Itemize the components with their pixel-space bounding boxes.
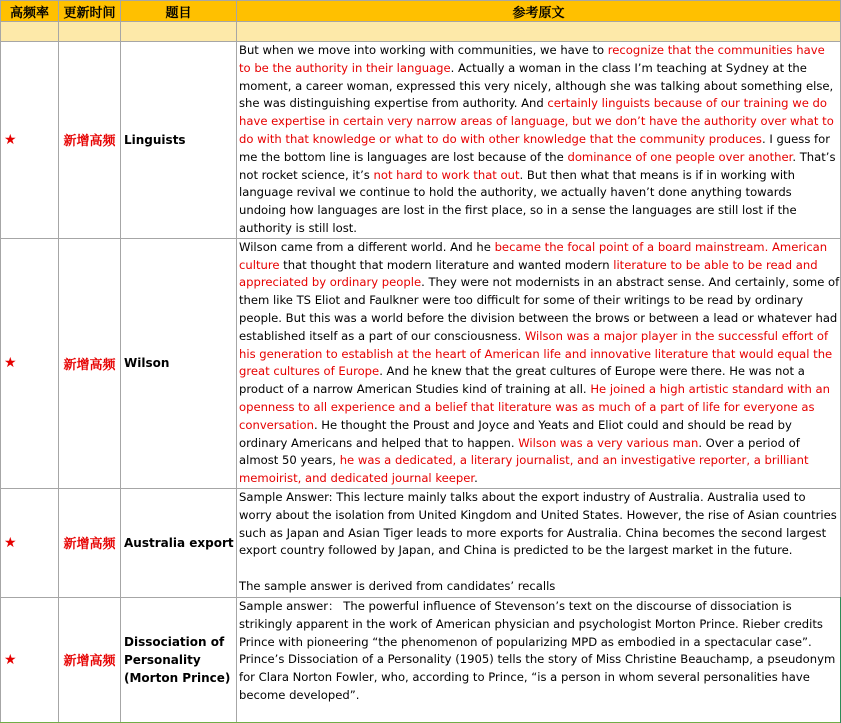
highlighted-text: dominance of one people over another — [567, 149, 793, 164]
update-label: 新增高频 — [59, 238, 121, 488]
topic-cell: Wilson — [121, 238, 237, 488]
highlighted-text: became the focal point of a board mainstream. American culture — [239, 239, 828, 272]
text-segment: . That’s not rocket science, it’s — [239, 149, 836, 182]
highlighted-text: recognize that the communities have to be the authority in their language — [239, 43, 825, 75]
text-segment: . And he knew that the great cultures of Europe were there. He was not a product of a narrow American Studies kind of training at all. — [239, 364, 805, 397]
table-row — [1, 597, 841, 722]
reference-text — [237, 488, 841, 597]
text-segment: that thought that modern literature and wanted modern — [279, 257, 614, 272]
star-icon: ★ — [1, 238, 59, 488]
star-icon: ★ — [1, 42, 59, 239]
text-segment: . He thought the Proust and Joyce and Yeats and Eliot could and should be read by ordinary Americans and helped that to happen. — [239, 417, 792, 450]
empty-band-row — [1, 22, 841, 42]
highlighted-text: He joined a high artistic standard with an openness to all experience and a belief that literature was as much of a part of life for everyone as conversation — [239, 382, 831, 432]
table-row — [1, 42, 841, 239]
header-update-time: 更新时间 — [59, 1, 121, 22]
star-icon: ★ — [1, 488, 59, 597]
highlighted-text: certainly linguists because of our training we do have expertise in certain very narrow areas of language, but we don’t have the authority over what to do with that knowledge or what to do with other knowledge that the community produces — [239, 96, 834, 146]
reference-text — [237, 42, 841, 239]
text-segment: . I guess for me the bottom line is languages are lost because of the — [239, 131, 830, 164]
header-topic: 题目 — [121, 1, 237, 22]
text-segment: . — [474, 471, 478, 486]
text-segment: But when we move into working with communities, we have to — [239, 43, 608, 57]
topic-cell: Dissociation of Personality (Morton Prince) — [121, 597, 237, 722]
text-segment: . They were not modernists in an abstract sense. And certainly, some of them like TS Eliot and Faulkner were too difficult for some of their writings to be read by ordinary people. But this was a world before the division between the brows or between a lead or whatever had established itself as a part of our consciousness. — [239, 275, 840, 343]
table-row — [1, 238, 841, 488]
text-segment: Sample answer： The powerful influence of Stevenson’s text on the discourse of dissociation is strikingly apparent in the work of American physician and psychologist Morton Prince. Rieber credits Prince with pioneering “the phenomenon of popularizing MPD as embodied in a spectacular case”. Prince’s Dissociation of a Personality (1905) tells the story of Miss Christine Beauchamp, a pseudonym for Clara Norton Fowler, who, according to Prince, “is a person in whom several personalities have become developed”. — [239, 598, 836, 702]
text-segment: . Over a period of almost 50 years, — [239, 435, 800, 468]
table-row — [1, 488, 841, 597]
highlighted-text: not hard to work that out — [373, 167, 520, 182]
reference-text — [237, 238, 841, 488]
text-segment: Wilson came from a different world. And he — [239, 239, 495, 254]
header-reference: 参考原文 — [237, 1, 841, 22]
star-icon: ★ — [1, 597, 59, 722]
text-segment: Sample Answer: This lecture mainly talks about the export industry of Australia. Australia used to worry about the isolation from United Kingdom and United States. However, the rise of Asian countries such as Japan and Asian Tiger leads to more exports for Australia. China becomes the second largest export country followed by Japan, and China is predicted to be the largest market in the future. — [239, 489, 837, 558]
highlighted-text: he was a dedicated, a literary journalist, and an investigative reporter, a brilliant memoirist, and dedicated journal keeper — [239, 453, 809, 486]
reference-text — [237, 597, 841, 722]
highlighted-text: Wilson was a major player in the successful effort of his generation to establish at the heart of American life and innovative literature that would equal the great cultures of Europe — [239, 328, 833, 379]
text-segment: . But then what that means is if in working with language revival we continue to hold the authority, we actually haven’t done anything towards undoing how languages are lost in the first place, so in a sense the languages are still lost if the authority is still lost. — [239, 167, 797, 235]
header-row — [1, 1, 841, 22]
text-segment: . Actually a woman in the class I’m teaching at Sydney at the moment, a career woman, expressed this very nicely, although she was talking about something else, she was distinguishing expertise from authority. And — [239, 60, 834, 111]
highlighted-text: Wilson was a very various man — [518, 435, 699, 450]
text-segment: The sample answer is derived from candidates’ recalls — [239, 578, 556, 593]
topic-cell: Australia export — [121, 488, 237, 597]
update-label: 新增高频 — [59, 488, 121, 597]
update-label: 新增高频 — [59, 597, 121, 722]
topic-cell: Linguists — [121, 42, 237, 239]
update-label: 新增高频 — [59, 42, 121, 239]
header-frequency: 高频率 — [1, 1, 59, 22]
highlighted-text: literature to be able to be read and appreciated by ordinary people — [239, 257, 818, 290]
